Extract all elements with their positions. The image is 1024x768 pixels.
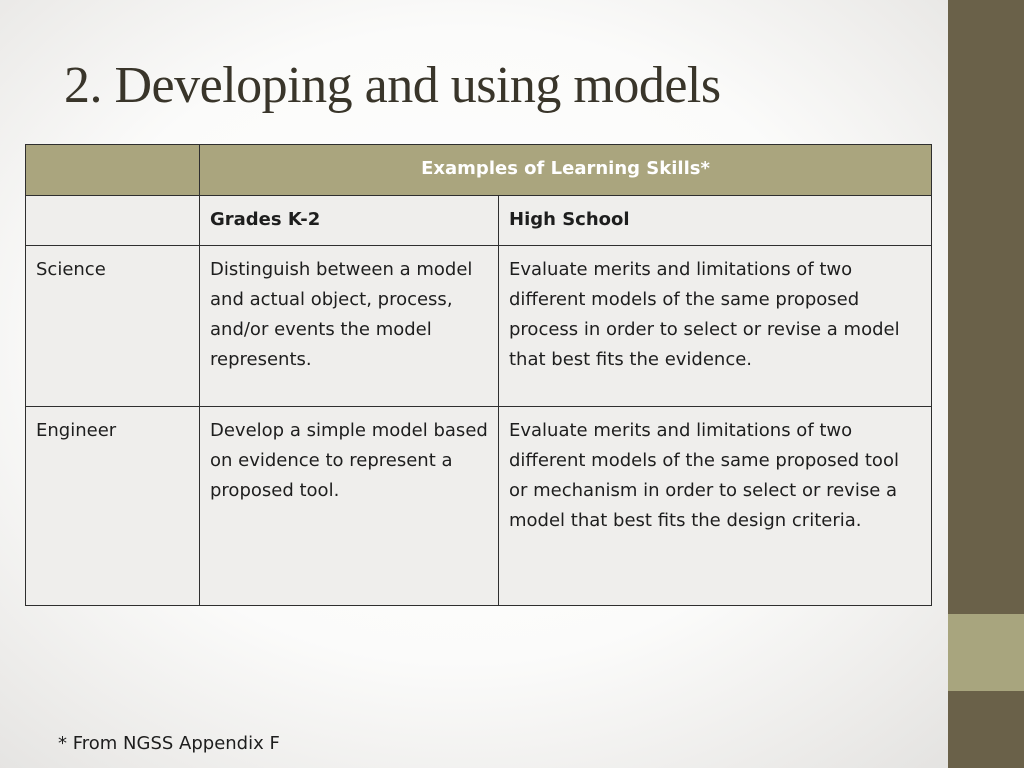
science-k2-cell: Distinguish between a model and actual object, process, and/or events the model represents.	[200, 246, 499, 407]
column-header-grades-k2: Grades K-2	[200, 196, 499, 246]
table-row	[26, 246, 932, 407]
table-header-row	[26, 145, 932, 196]
slide-title: 2. Developing and using models	[64, 57, 721, 114]
source-footnote: * From NGSS Appendix F	[58, 733, 280, 754]
science-high-school-cell: Evaluate merits and limitations of two different models of the same proposed process in order to select or revise a model that best fits the evidence.	[499, 246, 932, 407]
engineer-k2-cell: Develop a simple model based on evidence to represent a proposed tool.	[200, 407, 499, 606]
table-header-title: Examples of Learning Skills*	[200, 145, 932, 196]
table-corner-cell	[26, 145, 200, 196]
decorative-band-middle	[948, 614, 1024, 691]
row-label-engineer: Engineer	[26, 407, 200, 606]
decorative-band-bottom	[948, 691, 1024, 768]
table-row	[26, 407, 932, 606]
decorative-band-top	[948, 0, 1024, 614]
engineer-high-school-cell: Evaluate merits and limitations of two different models of the same proposed tool or mechanism in order to select or revise a model that best fits the design criteria.	[499, 407, 932, 606]
column-header-blank	[26, 196, 200, 246]
column-header-high-school: High School	[499, 196, 932, 246]
learning-skills-table	[25, 144, 932, 606]
row-label-science: Science	[26, 246, 200, 407]
table-column-header-row	[26, 196, 932, 246]
